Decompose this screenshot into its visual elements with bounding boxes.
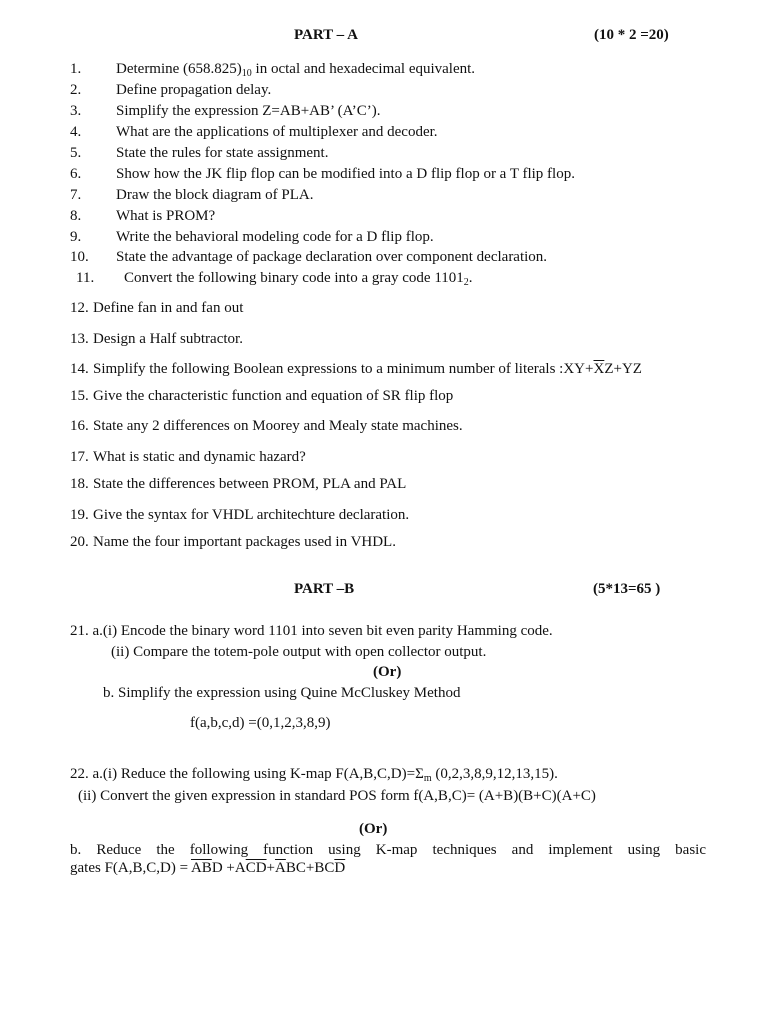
q21-or: (Or) [373, 664, 402, 680]
part-a-question [76, 269, 473, 287]
question-text: Convert the following binary code into a gray code $1101_2$. [124, 270, 473, 288]
question-text: Design a Half subtractor. [93, 331, 243, 347]
part-a-question [70, 360, 642, 378]
part-a-question [70, 207, 215, 225]
q22-a-i: 22. a.(i) Reduce the following using K-map $F(A,B,C,D)=\Sigma_m$ (0,2,3,8,9,12,13,15). [70, 766, 558, 784]
part-a-marks: (10 * 2 =20) [594, 27, 669, 43]
question-text: Show how the JK flip flop can be modified into a D flip flop or a T flip flop. [116, 166, 575, 182]
question-text: Define fan in and fan out [93, 300, 244, 316]
part-a-heading: PART – A [294, 27, 358, 43]
q21-a-ii: (ii) Compare the totem-pole output with open collector output. [111, 644, 487, 660]
question-text: Name the four important packages used in VHDL. [93, 534, 396, 550]
question-text: What is static and dynamic hazard? [93, 449, 306, 465]
question-text: What are the applications of multiplexer and decoder. [116, 124, 438, 140]
question-text: Simplify the expression Z=AB+AB’ (A’C’). [116, 103, 381, 119]
part-a-question [70, 533, 396, 551]
part-a-question [70, 102, 381, 120]
question-number: 18. [70, 476, 89, 492]
question-text: Draw the block diagram of PLA. [116, 187, 314, 203]
q21-a-i: 21. a.(i) Encode the binary word 1101 into seven bit even parity Hamming code. [70, 623, 553, 639]
question-number: 6. [70, 166, 82, 182]
part-a-question [70, 330, 243, 348]
part-a-question [70, 123, 438, 141]
question-number: 4. [70, 124, 82, 140]
part-a-question [70, 448, 306, 466]
question-text: Give the syntax for VHDL architechture declaration. [93, 507, 410, 523]
question-text: Simplify the following Boolean expressions to a minimum number of literals $:XY+\overline{X}Z+YZ$ [93, 361, 642, 377]
part-a-question [70, 387, 453, 405]
question-number: 13. [70, 331, 89, 347]
question-number: 7. [70, 187, 82, 203]
part-a-question [70, 165, 575, 183]
q21-b-expression: f(a,b,c,d) =(0,1,2,3,8,9) [190, 715, 331, 731]
question-number: 5. [70, 145, 82, 161]
question-number: 19. [70, 507, 89, 523]
part-b-heading: PART –B [294, 581, 355, 597]
part-a-question [70, 417, 463, 435]
part-a-question [70, 81, 271, 99]
part-a-question [70, 60, 475, 78]
q22-or: (Or) [359, 821, 388, 837]
question-text: State any 2 differences on Moorey and Mealy state machines. [93, 418, 463, 434]
question-number: 2. [70, 82, 82, 98]
question-number: 9. [70, 229, 82, 245]
question-number: 16. [70, 418, 89, 434]
q22-b-line2: gates $F(A,B,C,D) = \overline{AB}D +A\overline{CD}+\overline{A}BC+BC\overline{D}$ [70, 860, 346, 876]
part-a-question [70, 506, 409, 524]
question-number: 1. [70, 61, 82, 77]
part-a-question [70, 144, 328, 162]
part-b-marks: (5*13=65 ) [593, 581, 661, 597]
question-text: State the rules for state assignment. [116, 145, 329, 161]
question-number: 12. [70, 300, 89, 316]
q22-b-line1: b. Reduce the following function using K-map techniques and implement using basic [70, 842, 706, 858]
question-text: Determine $(658.825)_{10}$ in octal and hexadecimal equivalent. [116, 61, 476, 79]
part-a-question [70, 228, 434, 246]
part-a-question [70, 186, 313, 204]
question-text: Give the characteristic function and equation of SR flip flop [93, 388, 454, 404]
question-text: Write the behavioral modeling code for a D flip flop. [116, 229, 434, 245]
q22-a-ii: (ii) Convert the given expression in standard POS form f(A,B,C)= (A+B)(B+C)(A+C) [78, 788, 596, 804]
question-text: State the advantage of package declaration over component declaration. [116, 249, 548, 265]
part-a-question [70, 475, 406, 493]
part-a-question [70, 248, 547, 266]
question-number: 14. [70, 361, 89, 377]
question-number: 17. [70, 449, 89, 465]
question-text: State the differences between PROM, PLA and PAL [93, 476, 407, 492]
question-number: 10. [70, 249, 89, 265]
question-number: 11. [76, 270, 95, 286]
question-number: 3. [70, 103, 82, 119]
question-number: 15. [70, 388, 89, 404]
question-number: 20. [70, 534, 89, 550]
q21-b: b. Simplify the expression using Quine McCluskey Method [103, 685, 461, 701]
question-text: Define propagation delay. [116, 82, 272, 98]
part-a-question [70, 299, 243, 317]
question-text: What is PROM? [116, 208, 216, 224]
question-number: 8. [70, 208, 82, 224]
